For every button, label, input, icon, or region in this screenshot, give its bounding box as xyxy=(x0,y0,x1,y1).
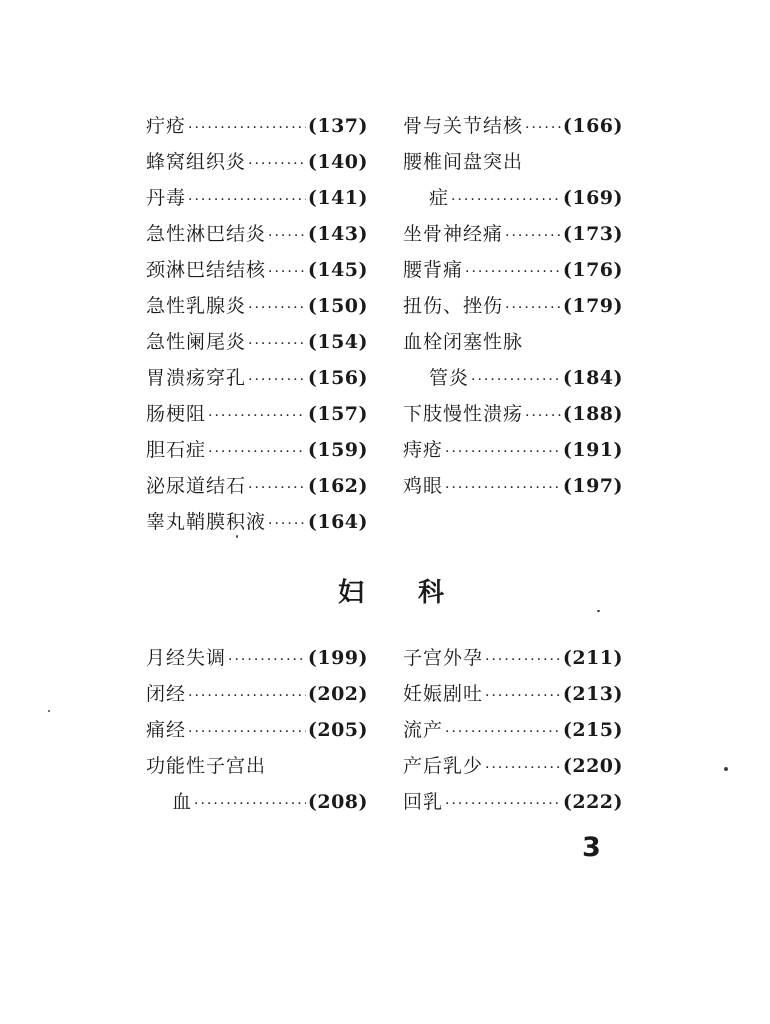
entry-title: 泌尿道结石 xyxy=(146,475,247,497)
entry-page: (140) xyxy=(307,151,368,173)
toc-entry[interactable] xyxy=(146,288,368,324)
leader-dots xyxy=(188,182,306,218)
entry-page: (222) xyxy=(562,791,623,813)
leader-dots xyxy=(445,714,561,750)
leader-dots xyxy=(194,786,306,822)
entry-page: (162) xyxy=(307,475,368,497)
toc-entry-wrapped-head[interactable] xyxy=(403,144,623,180)
section-title-char: 科 xyxy=(418,578,447,608)
entry-page: (176) xyxy=(562,259,623,281)
entry-title: 颈淋巴结结核 xyxy=(146,259,267,281)
scan-speck xyxy=(724,767,728,771)
entry-page: (169) xyxy=(562,187,623,209)
toc-entry[interactable] xyxy=(146,216,368,252)
page-number: 3 xyxy=(582,832,601,863)
entry-title: 血栓闭塞性脉 xyxy=(403,331,524,353)
leader-dots xyxy=(188,714,306,750)
entry-page: (215) xyxy=(562,719,623,741)
entry-title: 腰背痛 xyxy=(403,259,464,281)
entry-title: 月经失调 xyxy=(146,647,227,669)
toc-entry[interactable] xyxy=(403,108,623,144)
entry-title: 胆石症 xyxy=(146,439,207,461)
toc-entry[interactable] xyxy=(146,468,368,504)
toc-entry[interactable] xyxy=(146,640,368,676)
toc-entry-wrapped-tail[interactable] xyxy=(403,180,623,216)
toc-entry[interactable] xyxy=(146,144,368,180)
entry-title: 急性乳腺炎 xyxy=(146,295,247,317)
leader-dots xyxy=(188,678,306,714)
entry-page: (202) xyxy=(307,683,368,705)
leader-dots xyxy=(485,678,561,714)
toc-entry[interactable] xyxy=(146,676,368,712)
entry-title: 症 xyxy=(429,187,450,209)
leader-dots xyxy=(248,470,306,506)
toc-entry[interactable] xyxy=(146,396,368,432)
toc-entry-wrapped-tail[interactable] xyxy=(146,784,368,820)
entry-page: (145) xyxy=(307,259,368,281)
toc-entry[interactable] xyxy=(403,784,623,820)
entry-page: (211) xyxy=(562,647,623,669)
leader-dots xyxy=(248,362,306,398)
toc-entry[interactable] xyxy=(403,252,623,288)
entry-title: 胃溃疡穿孔 xyxy=(146,367,247,389)
leader-dots xyxy=(471,362,561,398)
toc-entry[interactable] xyxy=(146,360,368,396)
entry-title: 疔疮 xyxy=(146,115,187,137)
entry-page: (191) xyxy=(562,439,623,461)
entry-title: 坐骨神经痛 xyxy=(403,223,504,245)
entry-page: (205) xyxy=(307,719,368,741)
toc-entry[interactable] xyxy=(146,324,368,360)
leader-dots xyxy=(268,218,306,254)
entry-page: (208) xyxy=(307,791,368,813)
leader-dots xyxy=(485,750,561,786)
entry-title: 急性淋巴结炎 xyxy=(146,223,267,245)
entry-page: (173) xyxy=(562,223,623,245)
toc-entry[interactable] xyxy=(403,288,623,324)
toc-entry[interactable] xyxy=(146,504,368,540)
entry-page: (197) xyxy=(562,475,623,497)
scan-speck xyxy=(48,710,50,712)
entry-title: 子宫外孕 xyxy=(403,647,484,669)
entry-title: 功能性子宫出 xyxy=(146,755,267,777)
gynecology-right-column xyxy=(403,640,623,820)
entry-title: 痔疮 xyxy=(403,439,444,461)
entry-title: 急性阑尾炎 xyxy=(146,331,247,353)
entry-page: (157) xyxy=(307,403,368,425)
entry-page: (137) xyxy=(307,115,368,137)
entry-page: (150) xyxy=(307,295,368,317)
entry-page: (184) xyxy=(562,367,623,389)
toc-entry[interactable] xyxy=(146,712,368,748)
toc-entry[interactable] xyxy=(146,252,368,288)
leader-dots xyxy=(248,290,306,326)
scan-speck xyxy=(597,610,600,612)
entry-title: 骨与关节结核 xyxy=(403,115,524,137)
entry-title: 丹毒 xyxy=(146,187,187,209)
entry-page: (159) xyxy=(307,439,368,461)
leader-dots xyxy=(525,398,561,434)
leader-dots xyxy=(451,182,561,218)
section-title-char: 妇 xyxy=(338,578,367,608)
entry-page: (143) xyxy=(307,223,368,245)
entry-title: 痛经 xyxy=(146,719,187,741)
toc-entry[interactable] xyxy=(146,180,368,216)
entry-title: 肠梗阻 xyxy=(146,403,207,425)
surgery-left-column xyxy=(146,108,368,540)
toc-entry[interactable] xyxy=(403,396,623,432)
leader-dots xyxy=(505,218,561,254)
entry-page: (154) xyxy=(307,331,368,353)
entry-title: 扭伤、挫伤 xyxy=(403,295,504,317)
toc-entry[interactable] xyxy=(403,216,623,252)
toc-entry-wrapped-head[interactable] xyxy=(146,748,368,784)
scan-speck xyxy=(236,535,238,538)
toc-entry[interactable] xyxy=(146,108,368,144)
leader-dots xyxy=(208,398,306,434)
leader-dots xyxy=(445,434,561,470)
surgery-right-column xyxy=(403,108,623,504)
entry-title: 鸡眼 xyxy=(403,475,444,497)
entry-title: 产后乳少 xyxy=(403,755,484,777)
leader-dots xyxy=(248,146,306,182)
entry-page: (220) xyxy=(562,755,623,777)
entry-page: (166) xyxy=(562,115,623,137)
toc-entry-wrapped-tail[interactable] xyxy=(403,360,623,396)
entry-page: (156) xyxy=(307,367,368,389)
leader-dots xyxy=(188,110,306,146)
leader-dots xyxy=(268,254,306,290)
entry-page: (213) xyxy=(562,683,623,705)
entry-title: 闭经 xyxy=(146,683,187,705)
entry-title: 回乳 xyxy=(403,791,444,813)
entry-title: 腰椎间盘突出 xyxy=(403,151,524,173)
entry-page: (199) xyxy=(307,647,368,669)
leader-dots xyxy=(445,470,561,506)
toc-entry-wrapped-head[interactable] xyxy=(403,324,623,360)
leader-dots xyxy=(485,642,561,678)
leader-dots xyxy=(445,786,561,822)
entry-page: (141) xyxy=(307,187,368,209)
leader-dots xyxy=(208,434,306,470)
entry-title: 流产 xyxy=(403,719,444,741)
leader-dots xyxy=(268,506,306,542)
entry-title: 血 xyxy=(172,791,193,813)
entry-title: 妊娠剧吐 xyxy=(403,683,484,705)
toc-entry[interactable] xyxy=(403,468,623,504)
entry-title: 睾丸鞘膜积液 xyxy=(146,511,267,533)
entry-page: (164) xyxy=(307,511,368,533)
leader-dots xyxy=(248,326,306,362)
entry-page: (188) xyxy=(562,403,623,425)
leader-dots xyxy=(525,110,561,146)
toc-entry[interactable] xyxy=(403,432,623,468)
leader-dots xyxy=(228,642,306,678)
leader-dots xyxy=(465,254,561,290)
toc-entry[interactable] xyxy=(146,432,368,468)
gynecology-left-column xyxy=(146,640,368,820)
toc-entry[interactable] xyxy=(403,640,623,676)
toc-entry[interactable] xyxy=(403,676,623,712)
toc-entry[interactable] xyxy=(403,748,623,784)
toc-entry[interactable] xyxy=(403,712,623,748)
entry-title: 下肢慢性溃疡 xyxy=(403,403,524,425)
leader-dots xyxy=(505,290,561,326)
entry-title: 管炎 xyxy=(429,367,470,389)
entry-title: 蜂窝组织炎 xyxy=(146,151,247,173)
entry-page: (179) xyxy=(562,295,623,317)
